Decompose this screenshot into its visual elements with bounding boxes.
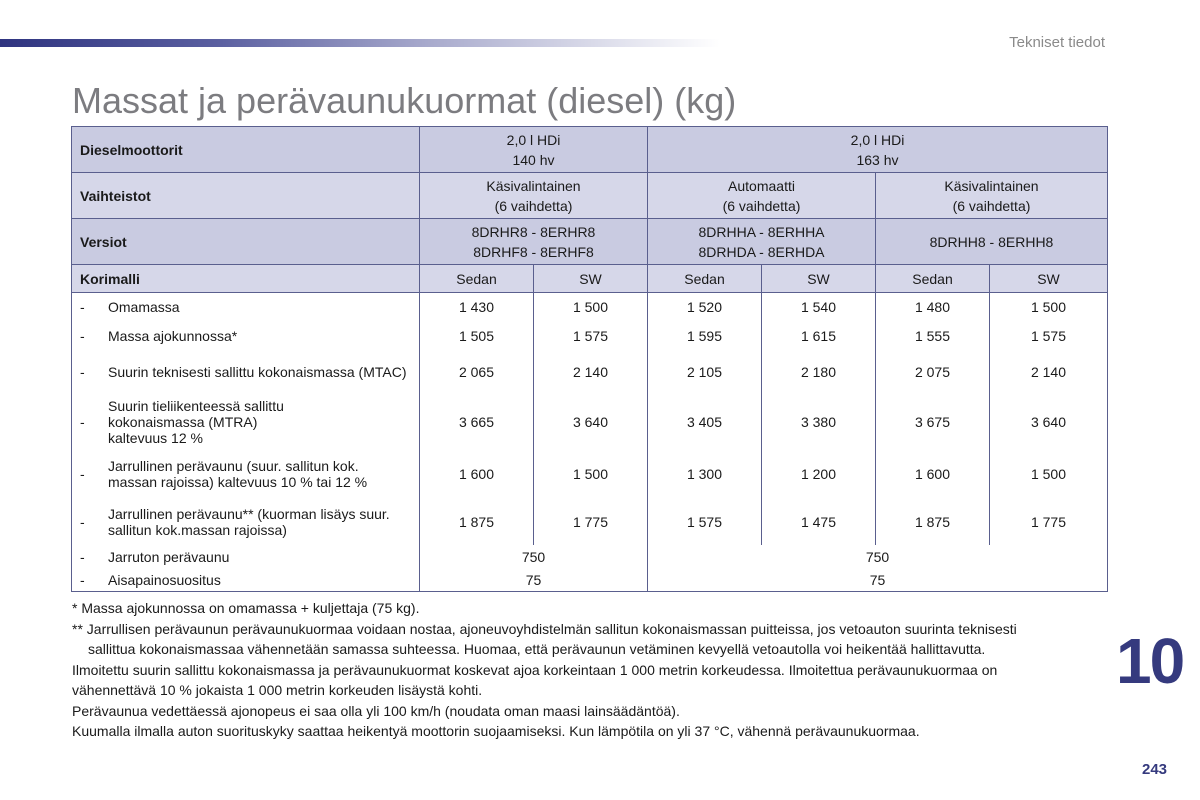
version-code: 8DRHF8 - 8ERHF8 — [473, 243, 594, 260]
page-title: Massat ja perävaunukuormat (diesel) (kg) — [72, 80, 737, 121]
table-cell: 2 065 — [420, 350, 534, 395]
gearbox-name: Automaatti — [728, 177, 795, 194]
row-label: - Jarrullinen perävaunu (suur. sallitun kok. massan rajoissa) kaltevuus 10 % tai 12 % — [72, 449, 420, 499]
versions-label: Versiot — [72, 219, 420, 265]
body-type: SW — [990, 265, 1108, 293]
table-cell: 750 — [420, 545, 648, 569]
chapter-number: 10 — [1116, 625, 1184, 697]
footnote: ** Jarrullisen perävaunun perävaunukuormaa voidaan nostaa, ajoneuvoyhdistelmän sallitun kokonaismassan puitteissa, jos vetoauton suurinta teknisesti — [72, 620, 1017, 637]
row-label: - Jarrullinen perävaunu** (kuorman lisäys suur. sallitun kok.massan rajoissa) — [72, 499, 420, 545]
footnote: sallittua kokonaismassaa vähennetään samassa suhteessa. Huomaa, että perävaunun vetäminen kevyellä vetoautolla voi heikentää hallittavutta. — [88, 641, 986, 657]
version-cell — [420, 219, 648, 265]
engine-b-cell — [648, 127, 1108, 173]
engine-a-power: 140 hv — [512, 151, 555, 168]
table-cell: 3 640 — [534, 395, 648, 449]
body-row — [72, 265, 1108, 293]
table-cell: 1 875 — [420, 499, 534, 545]
gearbox-cell — [420, 173, 648, 219]
footnote: Perävaunua vedettäessä ajonopeus ei saa olla yli 100 km/h (noudata oman maasi lainsäädäntöä). — [72, 702, 680, 719]
table-cell: 750 — [648, 545, 1108, 569]
version-code: 8DRHH8 - 8ERHH8 — [929, 233, 1054, 250]
footnote: Ilmoitettu suurin sallittu kokonaismassa ja perävaunukuormat koskevat ajoa korkeintaan 1 000 metrin korkeudessa. Ilmoitettua perävaunukuormaa on — [72, 661, 998, 678]
gearbox-name: Käsivalintainen — [944, 177, 1039, 194]
versions-row — [72, 219, 1108, 265]
table-cell: 1 615 — [762, 322, 876, 350]
section-label: Tekniset tiedot — [1009, 34, 1105, 51]
table-cell: 2 180 — [762, 350, 876, 395]
engine-b-power: 163 hv — [856, 151, 899, 168]
table-row — [72, 569, 1108, 592]
row-label: - Massa ajokunnossa* — [72, 322, 420, 350]
row-label: - Omamassa — [72, 293, 420, 322]
engine-a-cell — [420, 127, 648, 173]
gearbox-label: Vaihteistot — [72, 173, 420, 219]
table-row — [72, 322, 1108, 350]
gearbox-row — [72, 173, 1108, 219]
body-type: SW — [762, 265, 876, 293]
table-cell: 1 575 — [990, 322, 1108, 350]
row-label: - Suurin tieliikenteessä sallittu kokonaismassa (MTRA) kaltevuus 12 % — [72, 395, 420, 449]
engine-a-name: 2,0 l HDi — [506, 131, 561, 148]
table-cell: 1 505 — [420, 322, 534, 350]
body-label: Korimalli — [72, 265, 420, 293]
table-cell: 3 675 — [876, 395, 990, 449]
table-cell: 1 875 — [876, 499, 990, 545]
gearbox-cell — [648, 173, 876, 219]
table-cell: 1 575 — [648, 499, 762, 545]
table-cell: 1 600 — [420, 449, 534, 499]
gearbox-cell — [876, 173, 1108, 219]
table-cell: 3 640 — [990, 395, 1108, 449]
table-cell: 2 140 — [534, 350, 648, 395]
version-code: 8DRHDA - 8ERHDA — [698, 243, 825, 260]
table-cell: 1 500 — [990, 449, 1108, 499]
table-row — [72, 293, 1108, 322]
table-row — [72, 395, 1108, 449]
table-cell: 1 480 — [876, 293, 990, 322]
row-label: - Suurin teknisesti sallittu kokonaismassa (MTAC) — [72, 350, 420, 395]
table-cell: 2 140 — [990, 350, 1108, 395]
table-cell: 1 540 — [762, 293, 876, 322]
table-cell: 1 430 — [420, 293, 534, 322]
table-row — [72, 545, 1108, 569]
gearbox-gears: (6 vaihdetta) — [494, 197, 573, 214]
version-code: 8DRHR8 - 8ERHR8 — [471, 223, 596, 240]
table-cell: 3 665 — [420, 395, 534, 449]
footnote: Kuumalla ilmalla auton suorituskyky saattaa heikentyä moottorin suojaamiseksi. Kun lämpötila on yli 37 °C, vähennä perävaunukuormaa. — [72, 723, 920, 739]
table-cell: 1 575 — [534, 322, 648, 350]
table-cell: 1 775 — [534, 499, 648, 545]
table-cell: 1 775 — [990, 499, 1108, 545]
table-cell: 1 500 — [990, 293, 1108, 322]
footnotes — [72, 598, 1102, 742]
header-bar — [0, 39, 720, 47]
gearbox-gears: (6 vaihdetta) — [952, 197, 1031, 214]
table-row — [72, 350, 1108, 395]
engine-label: Dieselmoottorit — [72, 127, 420, 173]
row-label: - Jarruton perävaunu — [72, 545, 420, 569]
table-cell: 2 105 — [648, 350, 762, 395]
row-label: - Aisapainosuositus — [72, 569, 420, 592]
table-row — [72, 499, 1108, 545]
gearbox-name: Käsivalintainen — [486, 177, 581, 194]
body-type: SW — [534, 265, 648, 293]
table-cell: 1 200 — [762, 449, 876, 499]
table-cell: 3 380 — [762, 395, 876, 449]
table-cell: 1 555 — [876, 322, 990, 350]
footnote: * Massa ajokunnossa on omamassa + kuljettaja (75 kg). — [72, 600, 420, 616]
body-type: Sedan — [876, 265, 990, 293]
table-cell: 3 405 — [648, 395, 762, 449]
page-number: 243 — [1142, 761, 1168, 778]
table-cell: 2 075 — [876, 350, 990, 395]
footnote: vähennettävä 10 % jokaista 1 000 metrin korkeuden lisäystä kohti. — [72, 682, 483, 698]
table-cell: 1 520 — [648, 293, 762, 322]
table-row — [72, 449, 1108, 499]
table-cell: 1 300 — [648, 449, 762, 499]
table-cell: 1 500 — [534, 293, 648, 322]
table-cell: 1 595 — [648, 322, 762, 350]
engine-b-name: 2,0 l HDi — [850, 131, 905, 148]
table-cell: 1 475 — [762, 499, 876, 545]
engine-row — [72, 127, 1108, 173]
version-code: 8DRHHA - 8ERHHA — [698, 223, 825, 240]
body-type: Sedan — [420, 265, 534, 293]
table-cell: 75 — [420, 569, 648, 592]
version-cell — [876, 219, 1108, 265]
version-cell — [648, 219, 876, 265]
table-cell: 75 — [648, 569, 1108, 592]
body-type: Sedan — [648, 265, 762, 293]
mass-table — [71, 126, 1108, 592]
table-cell: 1 600 — [876, 449, 990, 499]
gearbox-gears: (6 vaihdetta) — [722, 197, 801, 214]
table-cell: 1 500 — [534, 449, 648, 499]
